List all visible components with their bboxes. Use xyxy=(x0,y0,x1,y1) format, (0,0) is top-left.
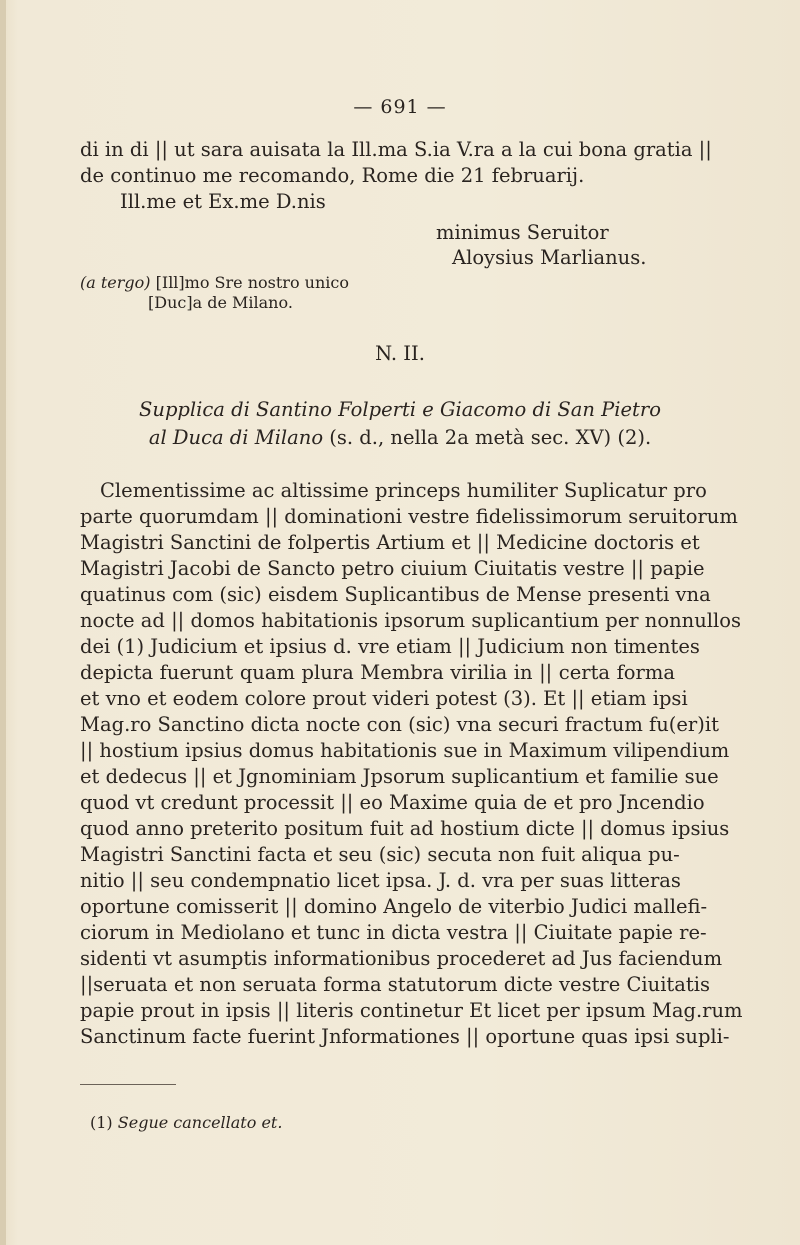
document-number: N. II. xyxy=(375,342,425,365)
document-title-2 xyxy=(0,426,800,449)
body-line: quod anno preterito positum fuit ad hostium dicte || domus ipsius xyxy=(80,817,730,840)
body-line: Sanctinum facte fuerint Jnformationes || oportune quas ipsi supli- xyxy=(80,1025,730,1048)
document-title-date: (s. d., nella 2a metà sec. XV) (2). xyxy=(329,426,652,449)
body-line: Magistri Sanctini facta et seu (sic) secuta non fuit aliqua pu- xyxy=(80,843,680,866)
document-title-italic: al Duca di Milano xyxy=(148,426,324,449)
letter-signature: Aloysius Marlianus. xyxy=(452,246,647,269)
footnote-rule xyxy=(80,1084,176,1085)
tergo-line-2: [Duc]a de Milano. xyxy=(148,293,293,312)
letter-line-2: de continuo me recomando, Rome die 21 februarij. xyxy=(80,164,585,187)
body-line: quod vt credunt processit || eo Maxime quia de et pro Jncendio xyxy=(80,791,705,814)
tergo-label: (a tergo) xyxy=(80,273,151,292)
body-line: Clementissime ac altissime princeps humiliter Suplicatur pro xyxy=(100,479,707,502)
body-line: ||seruata et non seruata forma statutorum dicte vestre Ciuitatis xyxy=(80,973,710,996)
body-line: Mag.ro Sanctino dicta nocte con (sic) vna securi fractum fu(er)it xyxy=(80,713,719,736)
body-line: oportune comisserit || domino Angelo de viterbio Judici mallefi- xyxy=(80,895,708,918)
body-line: || hostium ipsius domus habitationis sue in Maximum vilipendium xyxy=(80,739,730,762)
footnote-text: Segue cancellato et. xyxy=(117,1113,283,1132)
body-line: nitio || seu condempnatio licet ipsa. J. d. vra per suas litteras xyxy=(80,869,681,892)
letter-closing-1: minimus Seruitor xyxy=(436,221,609,244)
body-line: sidenti vt asumptis informationibus procederet ad Jus faciendum xyxy=(80,947,723,970)
body-line: papie prout in ipsis || literis continetur Et licet per ipsum Mag.rum xyxy=(80,999,743,1022)
body-line: et dedecus || et Jgnominiam Jpsorum suplicantium et familie sue xyxy=(80,765,719,788)
letter-salutation: Ill.me et Ex.me D.nis xyxy=(120,190,326,213)
body-line: Magistri Sanctini de folpertis Artium et || Medicine doctoris et xyxy=(80,531,700,554)
body-line: nocte ad || domos habitationis ipsorum suplicantium per nonnullos xyxy=(80,609,742,632)
body-line: quatinus com (sic) eisdem Suplicantibus de Mense presenti vna xyxy=(80,583,711,606)
document-title-1: Supplica di Santino Folperti e Giacomo di San Pietro xyxy=(139,398,661,421)
letter-line-1: di in di || ut sara auisata la Ill.ma S.ia V.ra a la cui bona gratia || xyxy=(80,138,712,161)
body-line: parte quorumdam || dominationi vestre fidelissimorum seruitorum xyxy=(80,505,738,528)
footnote-number: (1) xyxy=(90,1113,113,1132)
body-line: depicta fuerunt quam plura Membra virilia in || certa forma xyxy=(80,661,675,684)
page-number: — 691 — xyxy=(353,96,447,118)
body-line: et vno et eodem colore prout videri potest (3). Et || etiam ipsi xyxy=(80,687,688,710)
page-gutter xyxy=(0,0,6,1245)
body-line: Magistri Jacobi de Sancto petro ciuium Ciuitatis vestre || papie xyxy=(80,557,705,580)
footnote xyxy=(90,1110,282,1136)
body-line: ciorum in Mediolano et tunc in dicta vestra || Ciuitate papie re- xyxy=(80,921,707,944)
tergo-address: [Ill]mo Sre nostro unico xyxy=(155,273,349,292)
body-line: dei (1) Judicium et ipsius d. vre etiam || Judicium non timentes xyxy=(80,635,700,658)
